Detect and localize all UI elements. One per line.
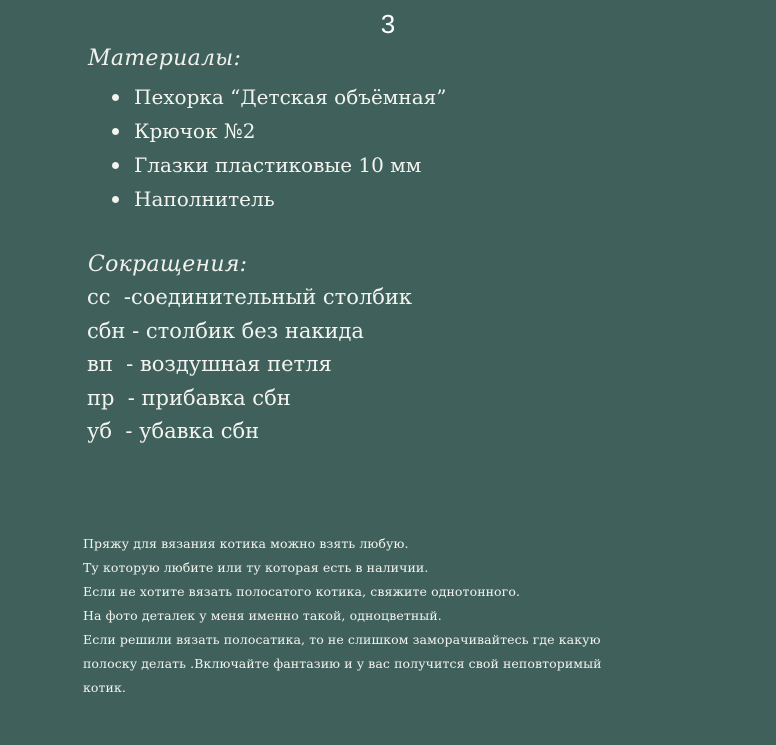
materials-item-text: Пехорка “Детская объёмная” <box>134 85 447 109</box>
bullet-icon <box>112 196 119 203</box>
materials-list <box>110 83 446 219</box>
materials-item <box>110 185 446 219</box>
abbreviations-heading: Сокращения: <box>88 252 248 277</box>
abbreviation-item: вп - воздушная петля <box>87 352 332 376</box>
abbreviation-item: пр - прибавка сбн <box>87 385 291 410</box>
note-line: На фото деталек у меня именно такой, одноцветный. <box>83 608 442 623</box>
materials-item <box>110 151 446 185</box>
page-number: 3 <box>380 9 396 39</box>
materials-heading: Материалы: <box>88 46 242 71</box>
bullet-icon <box>112 94 119 101</box>
note-line: полоску делать .Включайте фантазию и у вас получится свой неповторимый <box>83 656 602 671</box>
bullet-icon <box>112 128 119 135</box>
materials-item <box>110 83 446 117</box>
note-line: котик. <box>83 680 126 695</box>
note-line: Пряжу для вязания котика можно взять любую. <box>83 536 409 551</box>
abbreviation-item: уб - убавка сбн <box>87 419 260 443</box>
materials-item <box>110 117 446 151</box>
note-line: Если не хотите вязать полосатого котика, свяжите однотонного. <box>83 584 521 599</box>
abbreviation-item: сс -соединительный столбик <box>87 285 413 309</box>
note-line: Ту которую любите или ту которая есть в наличии. <box>83 560 429 575</box>
materials-item-text: Наполнитель <box>134 187 275 211</box>
note-line: Если решили вязать полосатика, то не слишком заморачивайтесь где какую <box>83 632 601 647</box>
abbreviations-list <box>87 283 412 451</box>
notes-paragraph <box>83 533 723 701</box>
abbreviation-item: сбн - столбик без накида <box>87 318 364 343</box>
materials-item-text: Крючок №2 <box>134 119 256 143</box>
materials-item-text: Глазки пластиковые 10 мм <box>134 153 422 177</box>
bullet-icon <box>112 162 119 169</box>
